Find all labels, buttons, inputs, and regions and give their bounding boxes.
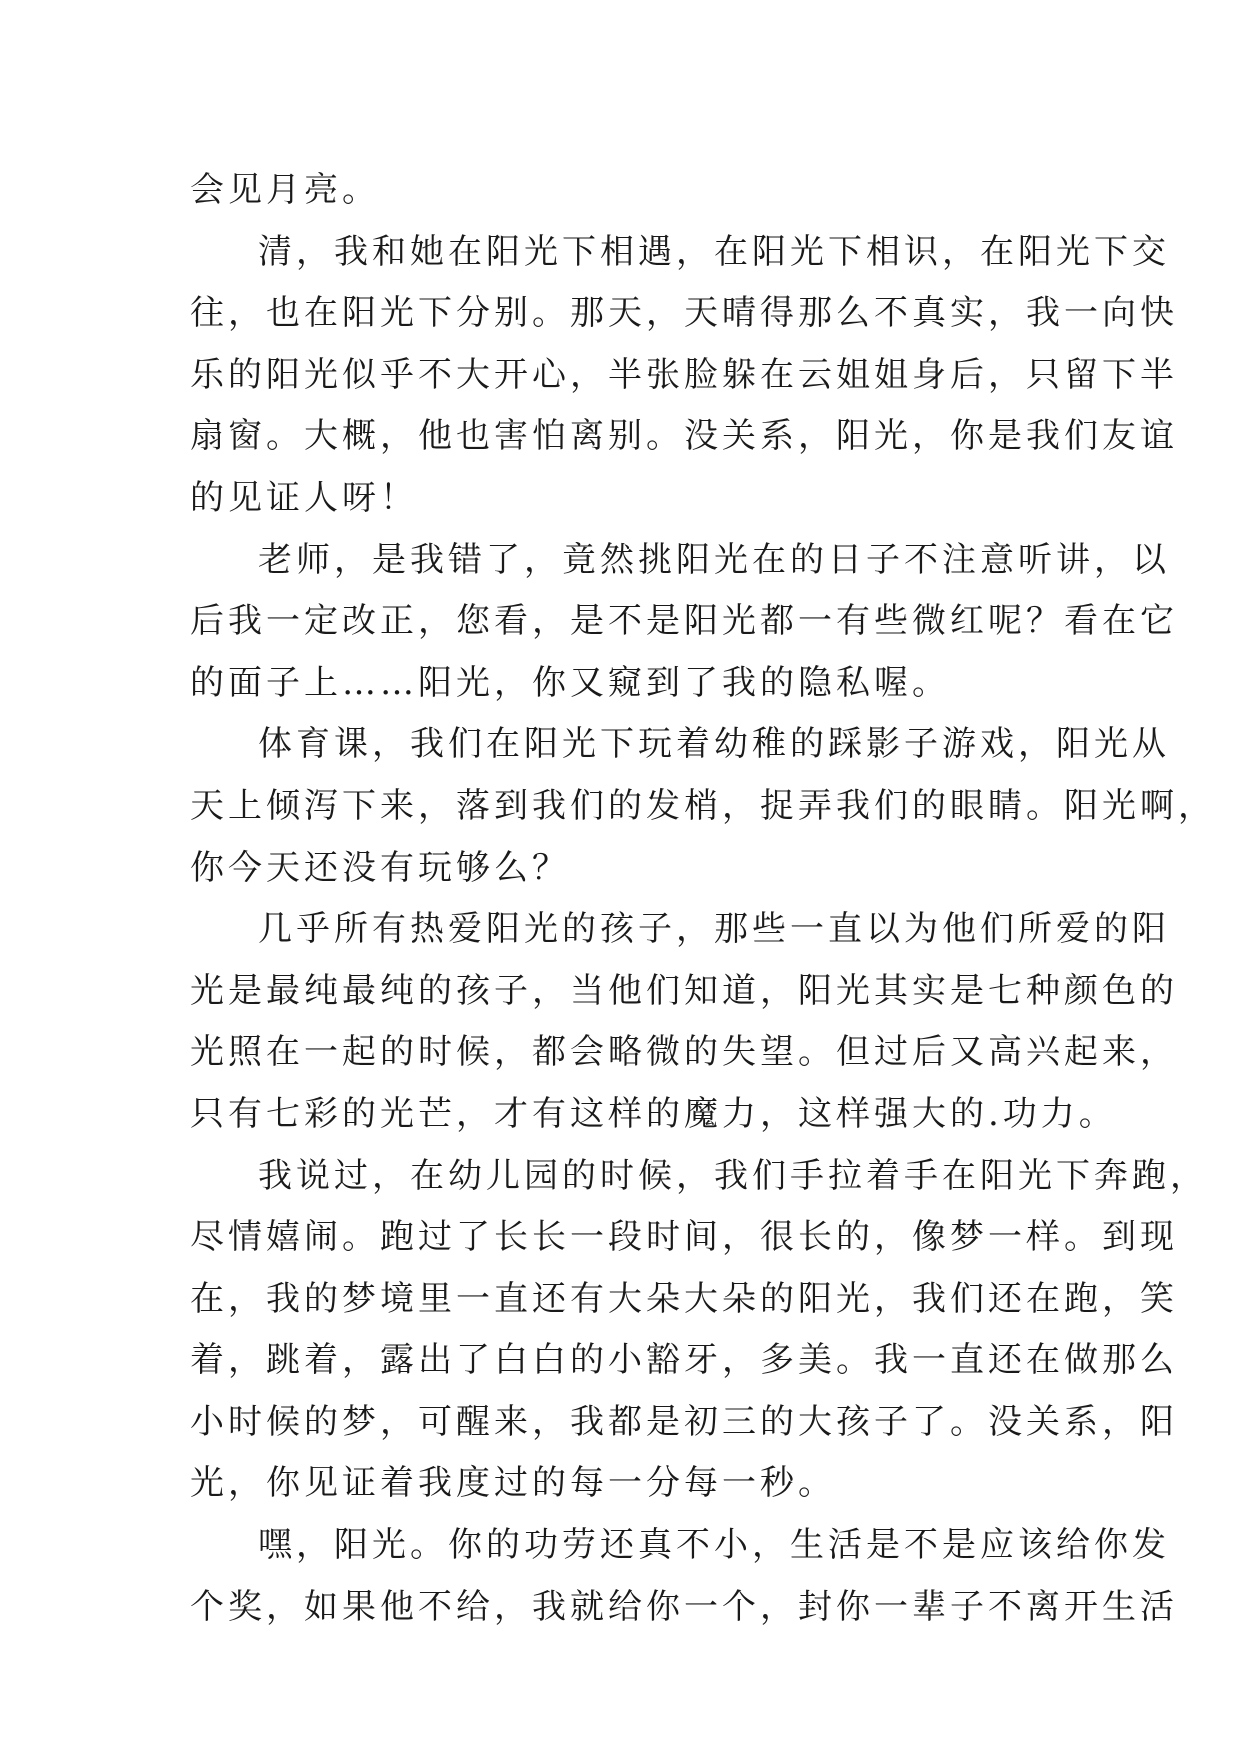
text-line: 扇窗。大概，他也害怕离别。没关系，阳光，你是我们友谊 [190, 416, 1178, 457]
text-line: 体育课，我们在阳光下玩着幼稚的踩影子游戏，阳光从 [258, 724, 1170, 765]
text-line: 只有七彩的光芒，才有这样的魔力，这样强大的.功力。 [190, 1093, 1117, 1134]
text-line: 的面子上……阳光，你又窥到了我的隐私喔。 [190, 662, 950, 703]
text-line: 小时候的梦，可醒来，我都是初三的大孩子了。没关系，阳 [190, 1401, 1178, 1442]
text-line: 几乎所有热爱阳光的孩子，那些一直以为他们所爱的阳 [258, 909, 1170, 950]
text-line: 光，你见证着我度过的每一分每一秒。 [190, 1463, 836, 1504]
text-line: 着，跳着，露出了白白的小豁牙，多美。我一直还在做那么 [190, 1340, 1178, 1381]
text-line: 清，我和她在阳光下相遇，在阳光下相识，在阳光下交 [258, 231, 1170, 272]
text-line: 光是最纯最纯的孩子，当他们知道，阳光其实是七种颜色的 [190, 970, 1178, 1011]
text-line: 个奖，如果他不给，我就给你一个，封你一辈子不离开生活 [190, 1586, 1178, 1627]
text-line: 往，也在阳光下分别。那天，天晴得那么不真实，我一向快 [190, 293, 1178, 334]
text-line: 乐的阳光似乎不大开心，半张脸躲在云姐姐身后，只留下半 [190, 354, 1178, 395]
text-line: 光照在一起的时候，都会略微的失望。但过后又高兴起来， [190, 1032, 1178, 1073]
text-line: 老师，是我错了，竟然挑阳光在的日子不注意听讲，以 [258, 539, 1170, 580]
text-line: 在，我的梦境里一直还有大朵大朵的阳光，我们还在跑，笑 [190, 1278, 1178, 1319]
text-line: 你今天还没有玩够么？ [190, 847, 570, 888]
text-line: 天上倾泻下来，落到我们的发梢，捉弄我们的眼睛。阳光啊， [190, 785, 1216, 826]
text-line: 尽情嬉闹。跑过了长长一段时间，很长的，像梦一样。到现 [190, 1217, 1178, 1258]
text-line: 嘿，阳光。你的功劳还真不小，生活是不是应该给你发 [258, 1525, 1170, 1566]
text-line: 我说过，在幼儿园的时候，我们手拉着手在阳光下奔跑， [258, 1155, 1208, 1196]
text-line: 会见月亮。 [190, 170, 380, 210]
text-line: 的见证人呀！ [190, 477, 418, 518]
body-text [190, 160, 1216, 1638]
text-line: 后我一定改正，您看，是不是阳光都一有些微红呢？看在它 [190, 601, 1178, 642]
